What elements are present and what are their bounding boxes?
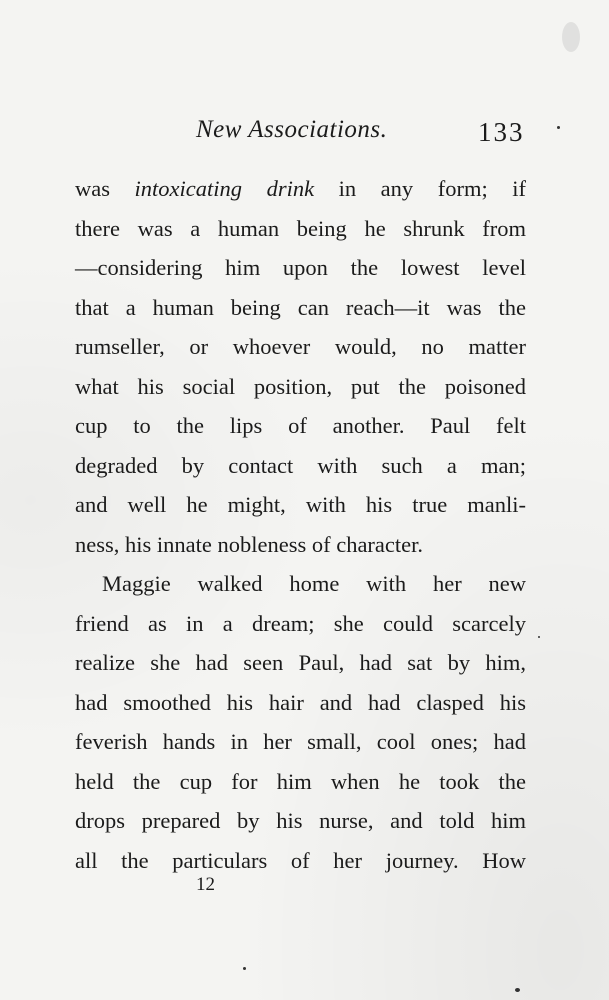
text-line: rumseller, or whoever would, no matter: [75, 334, 526, 359]
text-line: all the particulars of her journey. How: [75, 847, 526, 873]
text-line: degraded by contact with such a man;: [75, 452, 526, 478]
text-line: drops prepared by his nurse, and told him: [75, 808, 526, 833]
text-line: and well he might, with his true manli-: [75, 492, 526, 517]
text-line: [75, 169, 526, 209]
page-smudge: [562, 22, 580, 52]
running-title: New Associations.: [196, 116, 388, 143]
text-line: friend as in a dream; she could scarcely: [75, 610, 526, 636]
running-head: [0, 112, 609, 152]
text-line: —considering him upon the lowest level: [75, 255, 526, 280]
text-line: that a human being can reach—it was the: [75, 294, 526, 320]
text-line: realize she had seen Paul, had sat by him,: [75, 650, 526, 675]
signature-mark: 12: [196, 874, 215, 895]
ink-speck: [557, 126, 560, 129]
ink-speck: [515, 988, 520, 992]
ink-speck: [243, 967, 246, 970]
paragraph-end-line: ness, his innate nobleness of character.: [75, 531, 424, 557]
italic-phrase: intoxicating drink: [134, 176, 315, 201]
text-line: there was a human being he shrunk from: [75, 215, 526, 241]
page-number: 133: [478, 117, 525, 147]
paragraph-start-line: Maggie walked home with her new: [102, 571, 526, 596]
ink-speck: [538, 636, 540, 638]
text-line: what his social position, put the poisoned: [75, 373, 526, 399]
body-text: [75, 169, 526, 880]
text-line: had smoothed his hair and had clasped his: [75, 689, 526, 715]
text-line: feverish hands in her small, cool ones; had: [75, 729, 526, 754]
text-run: was: [75, 176, 135, 201]
text-line: held the cup for him when he took the: [75, 768, 526, 794]
text-run: in any form; if: [314, 176, 526, 201]
text-line: cup to the lips of another. Paul felt: [75, 413, 526, 438]
